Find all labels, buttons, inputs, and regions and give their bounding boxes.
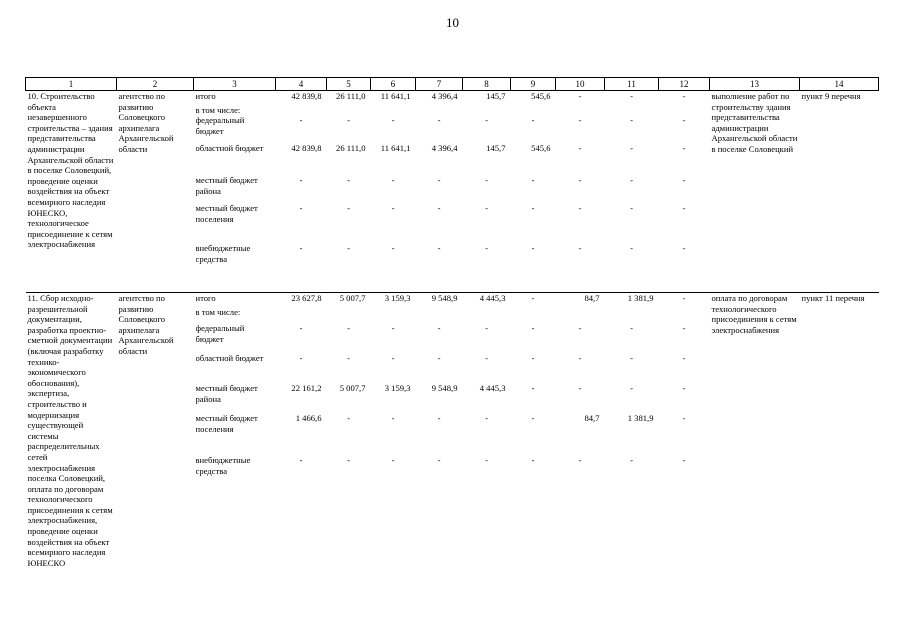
amount-value: -: [682, 413, 686, 423]
amount-value: -: [299, 455, 303, 465]
amount-value: -: [578, 353, 582, 363]
amount-value: -: [531, 293, 535, 303]
value-cell: [416, 91, 463, 293]
col-header-14: 14: [800, 78, 879, 91]
source-label: [196, 243, 274, 273]
amount-value: 3 159,3: [384, 293, 411, 303]
value-cell: [327, 91, 371, 293]
amount-value: -: [682, 175, 686, 185]
source-label-text: итого: [195, 293, 216, 303]
source-label: [196, 353, 274, 383]
amount-value: 1 381,9: [627, 293, 654, 303]
amount-value: -: [437, 353, 441, 363]
amount-value: 42 839,8: [291, 143, 322, 153]
amount-value: -: [531, 323, 535, 333]
amount-value: 11 641,1: [380, 91, 411, 101]
amount-value: -: [391, 353, 395, 363]
amount-value: 11 641,1: [380, 143, 411, 153]
amount-value: -: [578, 203, 582, 213]
source-label: [196, 323, 274, 353]
amount-value: -: [578, 323, 582, 333]
value-cell: [371, 91, 416, 293]
amount-value: -: [578, 383, 582, 393]
amount-value: -: [299, 323, 303, 333]
source-label-text: внебюджетные средства: [195, 243, 251, 264]
amount-value: -: [578, 143, 582, 153]
amount-value: -: [531, 455, 535, 465]
amount-value: 4 396,4: [431, 143, 458, 153]
col-header-11: 11: [605, 78, 659, 91]
amount-value: -: [485, 455, 488, 465]
amount-value: -: [578, 175, 582, 185]
source-label: [196, 383, 274, 413]
amount-value: -: [682, 243, 686, 253]
amount-value: -: [630, 383, 633, 393]
source-label: [196, 413, 274, 455]
amount-value: -: [391, 115, 395, 125]
source-label: [196, 115, 274, 143]
amount-value: -: [682, 353, 686, 363]
amount-value: -: [485, 413, 488, 423]
amount-value: -: [485, 243, 488, 253]
amount-value: -: [682, 91, 686, 101]
col-header-5: 5: [327, 78, 371, 91]
source-label-text: местный бюджет района: [195, 175, 258, 196]
funding-sources: [194, 293, 276, 603]
amount-value: 545,6: [531, 91, 551, 101]
including-label: в том числе:: [195, 104, 241, 115]
amount-value: 26 111,0: [336, 143, 366, 153]
amount-value: -: [531, 115, 535, 125]
amount-value: 5 007,7: [339, 293, 366, 303]
amount-value: -: [630, 175, 633, 185]
amount-value: -: [578, 455, 582, 465]
amount-value: 42 839,8: [291, 91, 322, 101]
amount-value: 84,7: [584, 413, 600, 423]
source-label-text: местный бюджет поселения: [195, 413, 258, 434]
col-header-4: 4: [276, 78, 327, 91]
table-row: [26, 293, 879, 603]
amount-value: -: [630, 353, 633, 363]
amount-value: -: [531, 243, 535, 253]
col-header-3: 3: [194, 78, 276, 91]
amount-value: -: [347, 175, 350, 185]
col-header-8: 8: [463, 78, 511, 91]
amount-value: -: [391, 203, 395, 213]
value-cell: [276, 91, 327, 293]
amount-value: 1 381,9: [627, 413, 654, 423]
amount-value: -: [630, 143, 633, 153]
amount-value: -: [437, 455, 441, 465]
expected-result: выполнение работ по строительству здания представительства администрации Архангельской области в поселке Соловецкий: [711, 91, 798, 154]
amount-value: -: [347, 243, 350, 253]
amount-value: -: [630, 323, 633, 333]
reference: пункт 9 перечня: [801, 91, 861, 101]
amount-value: -: [391, 323, 395, 333]
source-label-text: федеральный бюджет: [195, 323, 245, 344]
value-cell: [605, 91, 659, 293]
amount-value: -: [485, 323, 488, 333]
source-label-text: внебюджетные средства: [195, 455, 251, 476]
amount-value: 145,7: [486, 143, 506, 153]
amount-value: -: [437, 323, 441, 333]
amount-value: 545,6: [531, 143, 551, 153]
value-cell: [605, 293, 659, 603]
amount-value: -: [682, 115, 686, 125]
amount-value: -: [391, 455, 395, 465]
amount-value: 4 396,4: [431, 91, 458, 101]
amount-value: -: [630, 203, 633, 213]
value-cell: [659, 293, 710, 603]
amount-value: 145,7: [486, 91, 506, 101]
amount-value: -: [437, 115, 441, 125]
col-header-7: 7: [416, 78, 463, 91]
amount-value: -: [299, 353, 303, 363]
amount-value: -: [630, 115, 633, 125]
value-cell: [556, 293, 605, 603]
amount-value: 1 466,6: [295, 413, 322, 423]
amount-value: 4 445,3: [479, 383, 506, 393]
amount-value: -: [347, 353, 350, 363]
program-table: [25, 77, 879, 603]
amount-value: -: [531, 175, 535, 185]
value-cell: [276, 293, 327, 603]
amount-value: -: [531, 353, 535, 363]
executor: агентство по развитию Соловецкого архипелага Архангельской области: [118, 91, 174, 154]
amount-value: -: [347, 115, 350, 125]
page-number: 10: [446, 15, 459, 30]
measure-name: 10. Строительство объекта незавершенного строительства – здания представительства администрации Архангельской области в поселке Соловецкий, проведение оценки воздействия на объект всемирного наследия ЮНЕСКО, технологическое присоединение к сетям электроснабжения: [27, 91, 114, 250]
value-cell: [463, 91, 511, 293]
value-cell: [511, 293, 556, 603]
amount-value: 3 159,3: [384, 383, 411, 393]
amount-value: -: [630, 91, 633, 101]
amount-value: -: [578, 91, 582, 101]
including-label: в том числе:: [195, 306, 241, 317]
table-row: [26, 91, 879, 293]
amount-value: -: [485, 203, 488, 213]
amount-value: -: [485, 115, 488, 125]
amount-value: -: [682, 143, 686, 153]
amount-value: 22 161,2: [291, 383, 322, 393]
source-label: [196, 143, 274, 175]
col-header-6: 6: [371, 78, 416, 91]
amount-value: -: [531, 383, 535, 393]
amount-value: 84,7: [584, 293, 600, 303]
amount-value: -: [437, 413, 441, 423]
amount-value: -: [437, 243, 441, 253]
col-header-9: 9: [511, 78, 556, 91]
col-header-12: 12: [659, 78, 710, 91]
amount-value: -: [391, 243, 395, 253]
reference: пункт 11 перечня: [800, 293, 879, 603]
amount-value: -: [391, 175, 395, 185]
amount-value: -: [347, 413, 350, 423]
source-label: [196, 175, 274, 203]
amount-value: -: [531, 413, 535, 423]
value-cell: [463, 293, 511, 603]
value-cell: [556, 91, 605, 293]
col-header-2: 2: [117, 78, 194, 91]
amount-value: -: [299, 175, 303, 185]
amount-value: -: [682, 203, 686, 213]
amount-value: -: [347, 203, 350, 213]
col-header-13: 13: [710, 78, 800, 91]
amount-value: -: [437, 175, 441, 185]
source-label: [196, 203, 274, 243]
amount-value: -: [299, 115, 303, 125]
source-label: [196, 455, 274, 485]
amount-value: -: [299, 203, 303, 213]
expected-result: оплата по договорам технологического присоединения к сетям электроснабжения: [710, 293, 800, 603]
amount-value: -: [682, 383, 686, 393]
source-label: [196, 91, 274, 115]
amount-value: 4 445,3: [479, 293, 506, 303]
source-label: [196, 293, 274, 323]
executor: агентство по развитию Соловецкого архипелага Архангельской области: [117, 293, 194, 603]
value-cell: [659, 91, 710, 293]
measure-name: 11. Сбор исходно-разрешительной документации, разработка проектно-сметной документации (включая разработку технико-экономического обоснования), экспертиза, строительство и модернизация существующей системы распределительных сетей электроснабжения поселка Соловецкий, оплата по договорам технологического присоединения к сетям электроснабжения, проведение оценки воздействия на объект всемирного наследия ЮНЕСКО: [26, 293, 117, 603]
amount-value: 23 627,8: [291, 293, 322, 303]
funding-sources: [194, 91, 276, 293]
source-label-text: местный бюджет поселения: [195, 203, 258, 224]
value-cell: [327, 293, 371, 603]
amount-value: -: [299, 243, 303, 253]
amount-value: -: [347, 455, 350, 465]
source-label-text: федеральный бюджет: [195, 115, 245, 136]
amount-value: 5 007,7: [339, 383, 366, 393]
value-cell: [511, 91, 556, 293]
amount-value: -: [485, 353, 488, 363]
amount-value: -: [437, 203, 441, 213]
source-label-text: итого: [195, 91, 216, 101]
amount-value: -: [682, 293, 686, 303]
table-header: [26, 78, 879, 91]
amount-value: 9 548,9: [431, 293, 458, 303]
amount-value: -: [391, 413, 395, 423]
amount-value: -: [578, 243, 582, 253]
amount-value: -: [682, 323, 686, 333]
value-cell: [416, 293, 463, 603]
amount-value: -: [682, 455, 686, 465]
amount-value: -: [347, 323, 350, 333]
col-header-1: 1: [26, 78, 117, 91]
table-body: [26, 91, 879, 603]
amount-value: -: [531, 203, 535, 213]
amount-value: -: [485, 175, 488, 185]
amount-value: 26 111,0: [336, 91, 366, 101]
col-header-10: 10: [556, 78, 605, 91]
amount-value: 9 548,9: [431, 383, 458, 393]
source-label-text: областной бюджет: [195, 353, 264, 363]
amount-value: -: [578, 115, 582, 125]
value-cell: [371, 293, 416, 603]
source-label-text: областной бюджет: [195, 143, 264, 153]
source-label-text: местный бюджет района: [195, 383, 258, 404]
amount-value: -: [630, 455, 633, 465]
amount-value: -: [630, 243, 633, 253]
